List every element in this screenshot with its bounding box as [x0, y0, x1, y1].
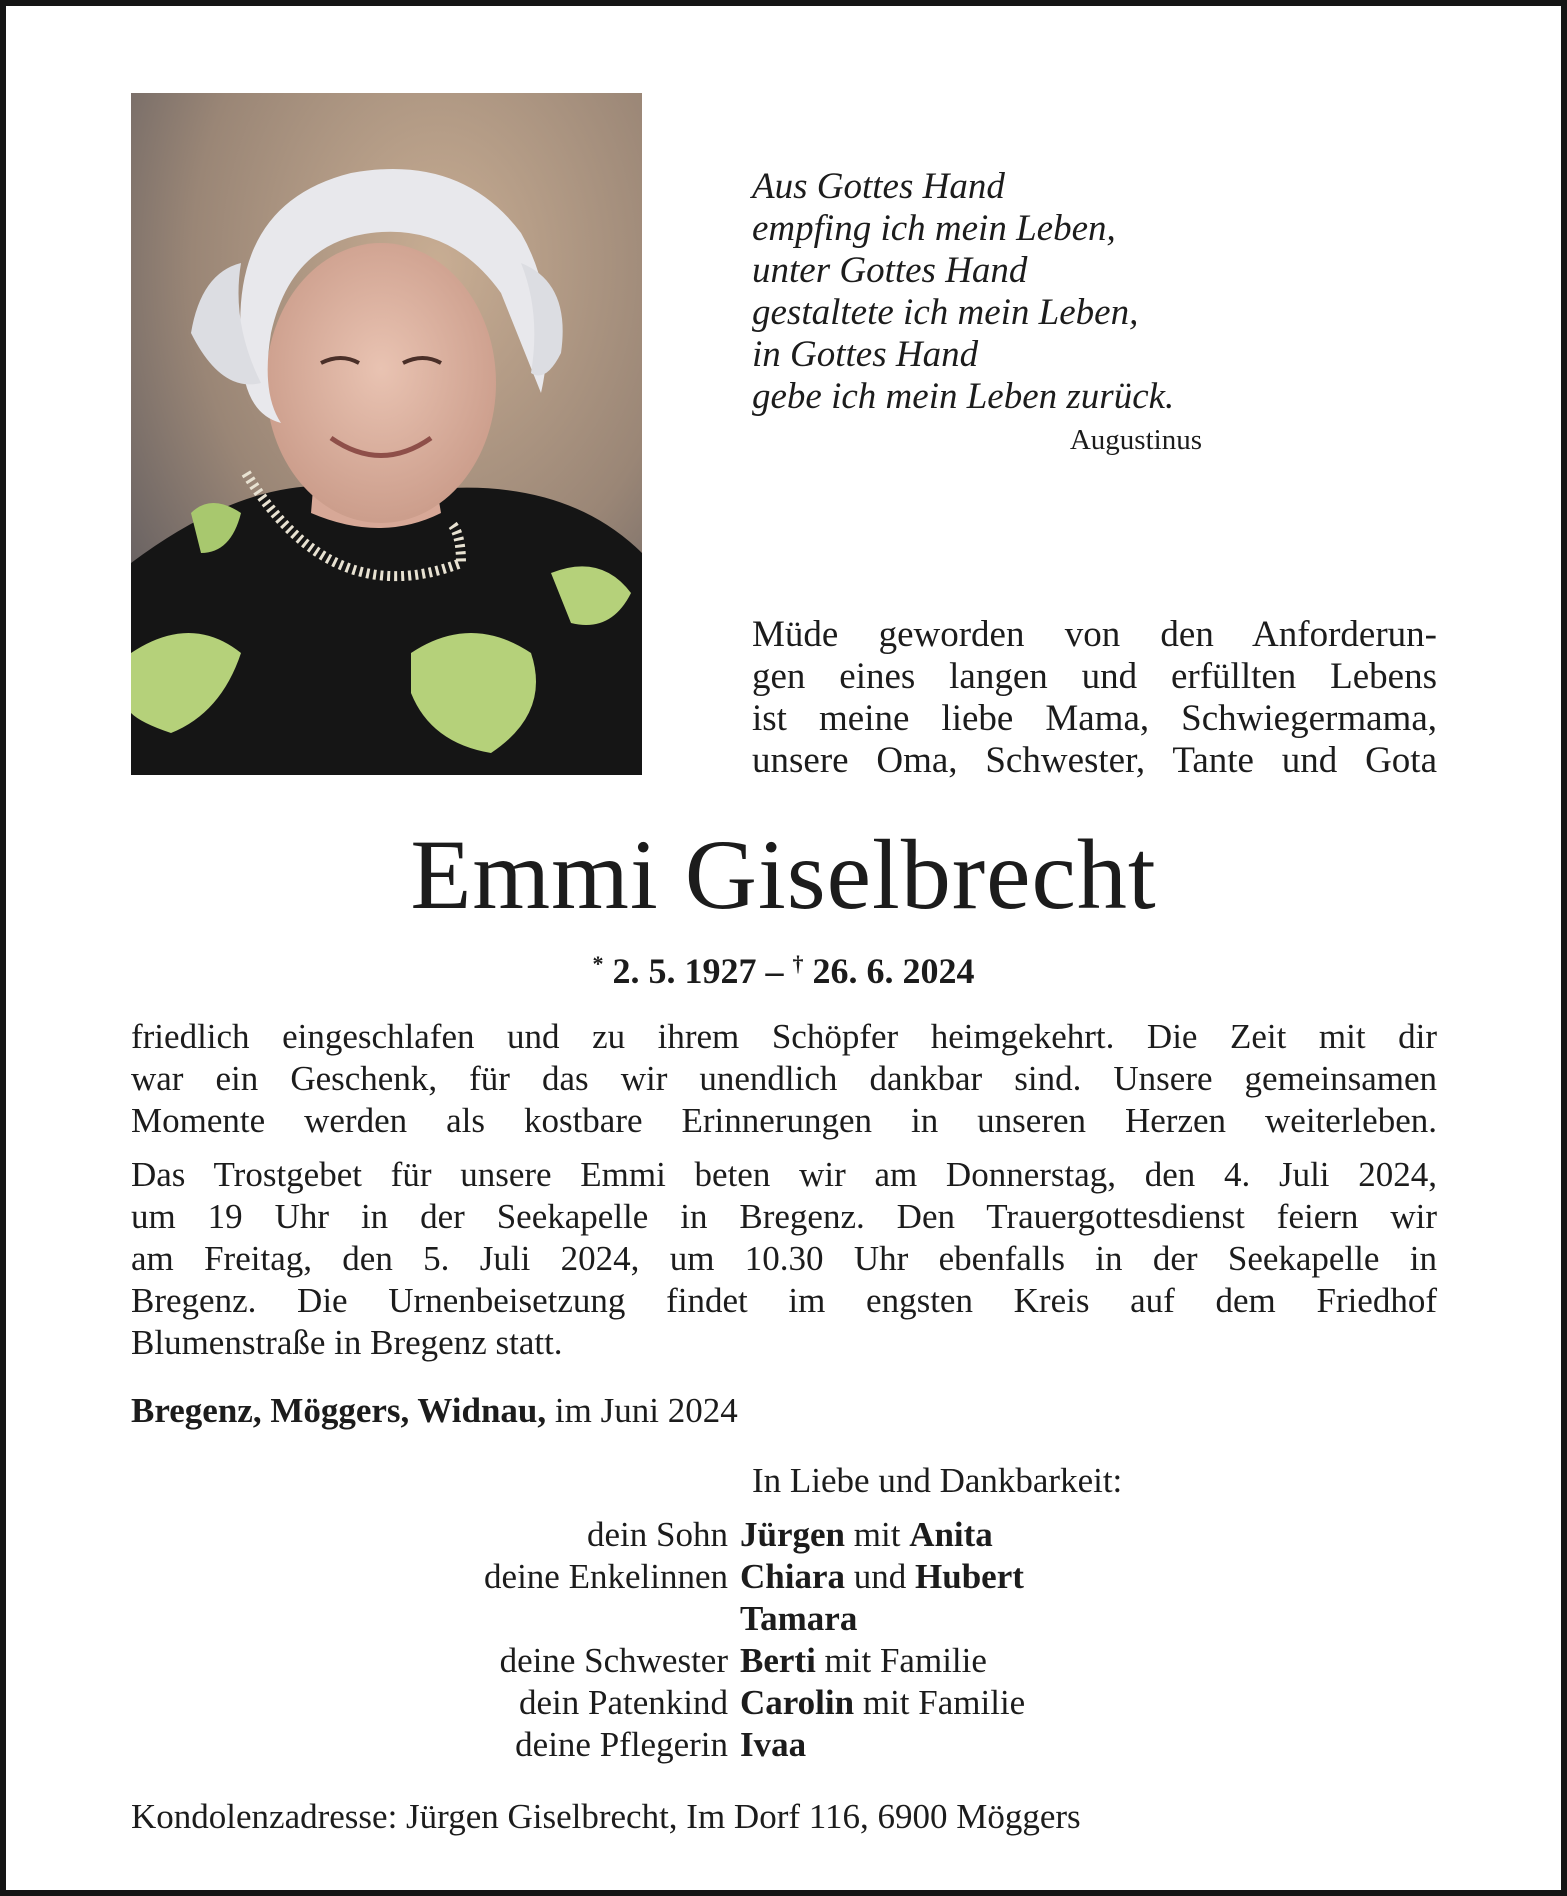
family-name: Chiara — [740, 1557, 845, 1596]
funeral-info-paragraph — [131, 1154, 1437, 1364]
family-members — [740, 1682, 1025, 1724]
paragraph-line: Das Trostgebet für unsere Emmi beten wir am Donnerstag, den 4. Juli 2024, — [131, 1155, 1437, 1194]
family-name: Berti — [740, 1641, 816, 1680]
intro-line: gen eines langen und erfüllten Lebens — [752, 656, 1437, 697]
family-name-2: Hubert — [915, 1557, 1024, 1596]
intro-line: Müde geworden von den Anforderun- — [752, 614, 1437, 655]
poem-line: gestaltete ich mein Leben, — [752, 292, 1139, 333]
family-joiner: und — [845, 1557, 915, 1596]
family-name-2: Anita — [909, 1515, 993, 1554]
condolence-address: Kondolenzadresse: Jürgen Giselbrecht, Im Dorf 116, 6900 Möggers — [131, 1797, 1081, 1836]
family-name: Carolin — [740, 1683, 855, 1722]
family-relation: deine Pflegerin — [515, 1725, 728, 1764]
family-row — [131, 1598, 1437, 1640]
family-suffix: mit Familie — [815, 1641, 987, 1680]
paragraph-line: um 19 Uhr in der Seekapelle in Bregenz. Den Trauergottesdienst feiern wir — [131, 1197, 1437, 1236]
family-relation: dein Patenkind — [519, 1683, 728, 1722]
poem-line: gebe ich mein Leben zurück. — [752, 376, 1175, 417]
family-members — [740, 1724, 806, 1766]
death-date: 26. 6. 2024 — [812, 951, 975, 991]
family-row — [131, 1640, 1437, 1682]
family-row — [131, 1682, 1437, 1724]
portrait-photo — [131, 93, 642, 775]
paragraph-line: war ein Geschenk, für das wir unendlich dankbar sind. Unsere gemeinsamen — [131, 1059, 1437, 1098]
family-row — [131, 1724, 1437, 1766]
intro-text — [752, 614, 1437, 782]
poem-line: in Gottes Hand — [752, 334, 979, 375]
poem-author: Augustinus — [1069, 424, 1202, 456]
family-name: Ivaa — [740, 1725, 807, 1764]
date-separator: – — [756, 951, 793, 991]
poem-block — [752, 166, 1252, 458]
family-relation — [131, 1598, 740, 1640]
intro-line: unsere Oma, Schwester, Tante und Gota — [752, 740, 1437, 781]
family-members — [740, 1514, 993, 1556]
place-date: im Juni 2024 — [546, 1391, 738, 1430]
family-relation: dein Sohn — [587, 1515, 728, 1554]
birth-date: 2. 5. 1927 — [612, 951, 757, 991]
family-members — [740, 1640, 987, 1682]
family-relation: deine Schwester — [499, 1641, 728, 1680]
family-name: Jürgen — [740, 1515, 845, 1554]
message-paragraph — [131, 1016, 1437, 1142]
intro-line: ist meine liebe Mama, Schwiegermama, — [752, 698, 1437, 739]
place-and-date — [131, 1390, 738, 1432]
family-members — [740, 1598, 857, 1640]
family-suffix: mit Familie — [854, 1683, 1026, 1722]
paragraph-line: Momente werden als kostbare Erinnerungen in unseren Herzen weiterleben. — [131, 1101, 1437, 1140]
family-name: Tamara — [740, 1599, 858, 1638]
poem-line: empfing ich mein Leben, — [752, 208, 1116, 249]
birth-symbol: * — [592, 951, 604, 976]
family-list — [131, 1514, 1437, 1766]
paragraph-line: friedlich eingeschlafen und zu ihrem Schöpfer heimgekehrt. Die Zeit mit dir — [131, 1017, 1437, 1056]
family-row — [131, 1556, 1437, 1598]
family-relation: deine Enkelinnen — [484, 1557, 728, 1596]
family-row — [131, 1514, 1437, 1556]
death-symbol: † — [792, 951, 804, 976]
family-joiner: mit — [845, 1515, 910, 1554]
family-members — [740, 1556, 1024, 1598]
life-dates — [0, 942, 1567, 993]
poem-line: unter Gottes Hand — [752, 250, 1028, 291]
paragraph-line: am Freitag, den 5. Juli 2024, um 10.30 Uhr ebenfalls in der Seekapelle in — [131, 1239, 1437, 1278]
paragraph-line: Blumenstraße in Bregenz statt. — [131, 1323, 563, 1362]
thanks-line: In Liebe und Dankbarkeit: — [752, 1461, 1123, 1500]
paragraph-line: Bregenz. Die Urnenbeisetzung findet im engsten Kreis auf dem Friedhof — [131, 1281, 1437, 1320]
deceased-name: Emmi Giselbrecht — [410, 819, 1157, 930]
place-towns: Bregenz, Möggers, Widnau, — [131, 1391, 547, 1430]
poem-line: Aus Gottes Hand — [752, 166, 1005, 207]
